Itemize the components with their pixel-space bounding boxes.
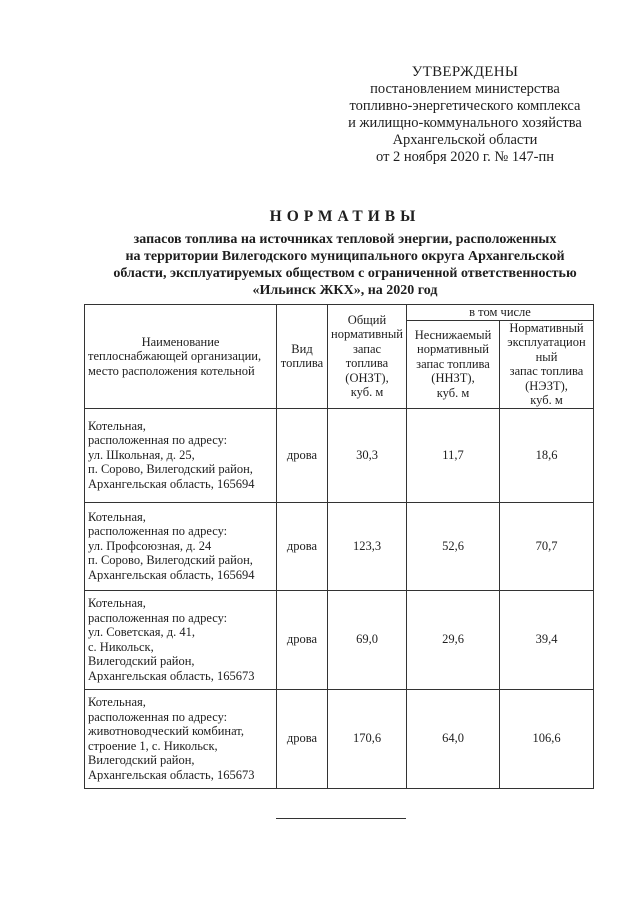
nezt-cell: 39,4 — [500, 590, 594, 689]
name-line: Котельная, — [88, 418, 146, 433]
subtitle-line: на территории Вилегодского муниципального округа Архангельской — [125, 249, 565, 264]
name-line: расположенная по адресу: — [88, 524, 228, 539]
name-line: расположенная по адресу: — [88, 610, 228, 625]
approval-line: и жилищно-коммунального хозяйства — [348, 115, 582, 131]
approval-line: от 2 ноября 2020 г. № 147-пн — [376, 149, 554, 165]
header-line: ный — [535, 349, 558, 364]
nnzt-cell: 64,0 — [407, 689, 500, 788]
name-line: Архангельская область, 165694 — [88, 476, 255, 491]
header-line: запас топлива — [509, 364, 584, 378]
total-onzt-cell: 170,6 — [328, 689, 407, 788]
boiler-name-cell — [85, 689, 277, 788]
nezt-cell: 18,6 — [500, 408, 594, 502]
nnzt-cell: 11,7 — [407, 408, 500, 502]
name-line: Архангельская область, 165673 — [88, 767, 255, 782]
approval-line: Архангельской области — [392, 132, 538, 148]
name-line: п. Сорово, Вилегодский район, — [88, 462, 253, 477]
document-title: НОРМАТИВЫ — [269, 208, 421, 225]
approval-block — [328, 64, 602, 166]
header-line: нормативный — [417, 342, 489, 357]
approval-line: топливно-энергетического комплекса — [349, 98, 581, 114]
name-line: строение 1, с. Никольск, — [88, 738, 218, 753]
table-row — [85, 408, 594, 502]
name-line: ул. Школьная, д. 25, — [88, 447, 195, 462]
header-line: топлива — [280, 356, 324, 371]
header-line: Нормативный — [509, 320, 584, 335]
closing-rule — [276, 818, 406, 819]
name-line: Архангельская область, 165673 — [88, 668, 255, 683]
table-row — [85, 689, 594, 788]
nezt-cell: 70,7 — [500, 502, 594, 590]
name-line: с. Никольск, — [88, 639, 154, 654]
approval-title: УТВЕРЖДЕНЫ — [411, 64, 519, 80]
header-line: эксплуатацион — [507, 335, 586, 349]
fuel-type-cell: дрова — [277, 689, 328, 788]
name-line: Вилегодский район, — [88, 753, 195, 767]
approval-line: постановлением министерства — [370, 81, 560, 97]
boiler-name-cell — [85, 502, 277, 590]
header-line: Общий — [347, 312, 387, 327]
boiler-name-cell — [85, 590, 277, 689]
name-line: Котельная, — [88, 509, 146, 524]
fuel-type-cell: дрова — [277, 590, 328, 689]
boiler-name-cell — [85, 408, 277, 502]
name-line: ул. Советская, д. 41, — [88, 625, 195, 639]
name-line: расположенная по адресу: — [88, 433, 228, 448]
total-onzt-cell: 69,0 — [328, 590, 407, 689]
header-line: нормативный — [331, 327, 403, 342]
subtitle-line: запасов топлива на источниках тепловой энергии, расположенных — [133, 232, 557, 247]
table-row — [85, 590, 594, 689]
document-heading — [90, 207, 600, 299]
header-line: куб. м — [350, 385, 384, 400]
header-line: топлива — [345, 356, 389, 371]
nnzt-cell: 29,6 — [407, 590, 500, 689]
header-line: Наименование — [141, 334, 220, 349]
header-including: в том числе — [407, 305, 594, 321]
norms-table — [84, 304, 594, 789]
header-line: Вид — [291, 341, 313, 356]
header-line: (ННЗТ), — [431, 371, 475, 386]
name-line: Котельная, — [88, 596, 146, 610]
header-line: (НЭЗТ), — [525, 378, 568, 393]
document-subtitle — [90, 231, 600, 299]
header-line: запас — [352, 341, 382, 356]
subtitle-line: «Ильинск ЖКХ», на 2020 год — [252, 283, 438, 298]
table-row — [85, 502, 594, 590]
header-fuel-type — [277, 305, 328, 409]
fuel-type-cell: дрова — [277, 502, 328, 590]
header-line: (ОНЗТ), — [345, 370, 389, 385]
header-nezt — [500, 320, 594, 408]
header-nnzt — [407, 320, 500, 408]
total-onzt-cell: 30,3 — [328, 408, 407, 502]
header-total-onzt — [328, 305, 407, 409]
name-line: п. Сорово, Вилегодский район, — [88, 553, 253, 568]
name-line: ул. Профсоюзная, д. 24 — [88, 538, 212, 553]
name-line: животноводческий комбинат, — [88, 724, 244, 738]
subtitle-line: области, эксплуатируемых обществом с ограниченной ответственностью — [113, 266, 577, 281]
header-line: куб. м — [530, 393, 563, 407]
fuel-type-cell: дрова — [277, 408, 328, 502]
nezt-cell: 106,6 — [500, 689, 594, 788]
nnzt-cell: 52,6 — [407, 502, 500, 590]
header-name — [85, 305, 277, 409]
name-line: Котельная, — [88, 695, 146, 709]
header-line: теплоснабжающей организации, — [88, 349, 262, 363]
header-line: место расположения котельной — [88, 363, 255, 378]
header-line: куб. м — [436, 385, 470, 400]
name-line: расположенная по адресу: — [88, 709, 228, 724]
header-line: запас топлива — [416, 356, 490, 371]
total-onzt-cell: 123,3 — [328, 502, 407, 590]
header-line: Неснижаемый — [414, 327, 492, 342]
name-line: Архангельская область, 165694 — [88, 567, 255, 582]
name-line: Вилегодский район, — [88, 654, 195, 668]
